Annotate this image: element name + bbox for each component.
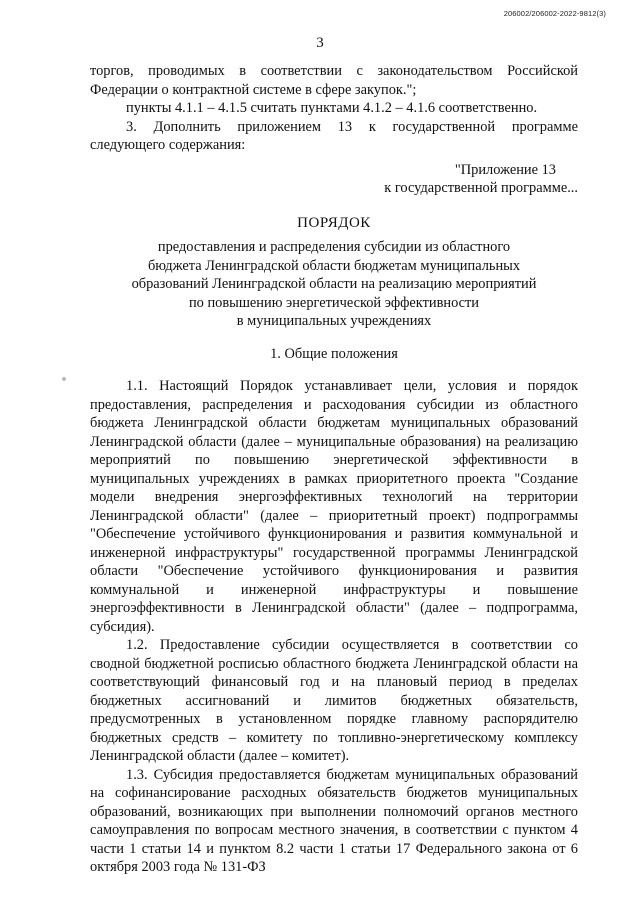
intro-paragraph-2: пункты 4.1.1 – 4.1.5 считать пунктами 4.1.2 – 4.1.6 соответственно. xyxy=(126,100,538,116)
document-registration-code: 206002/206002-2022-9812(3) xyxy=(503,9,606,18)
title-line-4: по повышению энергетической эффективности xyxy=(188,294,479,311)
section-heading: 1. Общие положения xyxy=(270,345,398,362)
appendix-label-line-1: "Приложение 13 xyxy=(454,161,556,178)
title-line-2: бюджета Ленинградской области бюджетам муниципальных xyxy=(147,257,521,274)
paragraph-1-1: 1.1. Настоящий Порядок устанавливает цели, условия и порядок предоставления, распределения и расходования субсидии из областного бюджета Ленинградской области бюджетам муниципальных образований Ленинградской области (далее – муниципальные образования) на реализацию мероприятий по повышению энергетической эффективности в муниципальных учреждениях в рамках приоритетного проекта "Создание модели внедрения энергоэффективных технологий на территории Ленинградской области" (далее – приоритетный проект) подпрограммы "Обеспечение устойчивого функционирования и развития коммунальной и инженерной инфраструктуры" государственной программы Ленинградской области "Обеспечение устойчивого функционирования и развития коммунальной и инженерной инфраструктуры и повышение энергоэффективности в Ленинградской области" (далее – подпрограмма, субсидия). xyxy=(90,378,578,635)
title-line-1: предоставления и распределения субсидии из областного xyxy=(157,239,511,255)
appendix-label-line-2: к государственной программе... xyxy=(384,180,578,196)
document-title: ПОРЯДОК xyxy=(297,214,371,231)
intro-paragraph-3: 3. Дополнить приложением 13 к государственной программе следующего содержания: xyxy=(90,118,578,153)
title-line-3: образований Ленинградской области на реализацию мероприятий xyxy=(131,276,537,292)
intro-paragraph-1: торгов, проводимых в соответствии с законодательством Российской Федерации о контрактной системе в сфере закупок."; xyxy=(90,63,578,98)
document-body xyxy=(90,62,578,877)
paragraph-1-3: 1.3. Субсидия предоставляется бюджетам муниципальных образований на софинансирование расходных обязательств бюджетов муниципальных образований, возникающих при выполнении полномочий органов местного самоуправления по вопросам местного значения, в соответствии с пунктом 4 части 1 статьи 14 и пунктом 8.2 части 1 статьи 17 Федерального закона от 6 октября 2003 года № 131-ФЗ xyxy=(90,766,578,875)
margin-dot xyxy=(62,377,66,381)
title-line-5: в муниципальных учреждениях xyxy=(236,313,432,329)
paragraph-1-2: 1.2. Предоставление субсидии осуществляется в соответствии со сводной бюджетной росписью областного бюджета Ленинградской области на соответствующий финансовый год и на плановый период в пределах бюджетных ассигнований и лимитов бюджетных обязательств, предусмотренных в установленном порядке главному распорядителю бюджетных средств – комитету по топливно-энергетическому комплексу Ленинградской области (далее – комитет). xyxy=(90,637,578,764)
page-number: 3 xyxy=(316,35,324,51)
